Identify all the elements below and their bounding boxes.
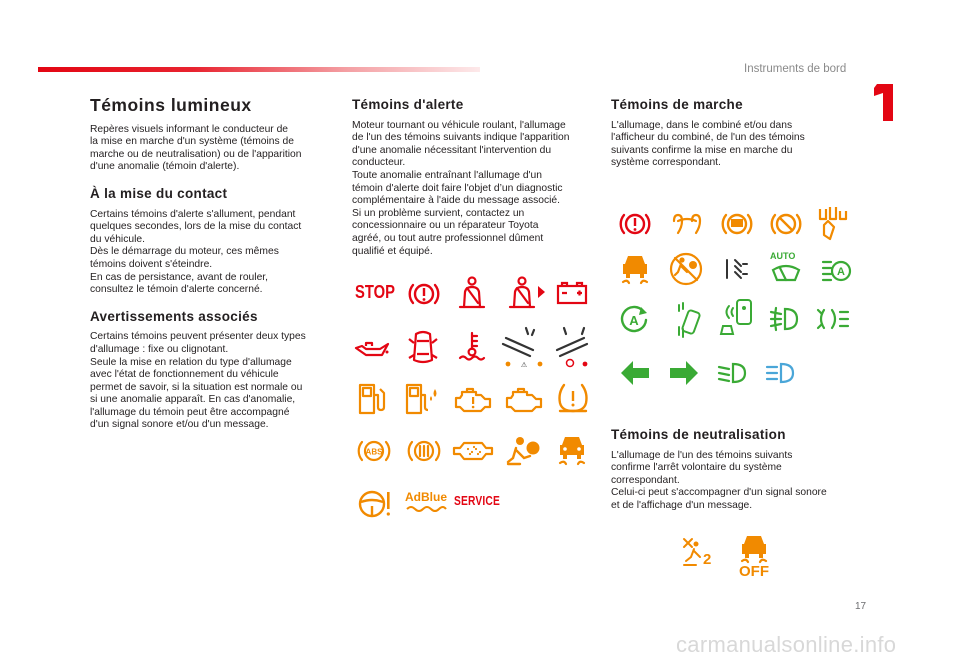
coolant-temperature-icon [458, 331, 488, 361]
auto-wiper-icon [771, 262, 801, 282]
neutral-block [611, 429, 861, 513]
section-title: Instruments de bord [744, 63, 847, 75]
airbag-two-label: 2 [703, 551, 712, 568]
park-assist-icon [719, 298, 755, 338]
battery-icon [557, 282, 587, 304]
engine-management-icon [505, 388, 543, 412]
svg-text:A: A [629, 313, 639, 328]
door-open-icon [408, 330, 438, 364]
seatbelt-icon [458, 276, 486, 308]
chapter-number [871, 84, 893, 121]
adblue-wave-icon [406, 505, 446, 513]
warnings-title: Avertissements associés [90, 308, 258, 324]
stability-off-car-icon [738, 532, 770, 562]
intro-text: Repères visuels informant le conducteur de la mise en marche d'un système (témoins de marche ou de neutralisation) ou de l'apparition d'une anomalie (témoin d'alerte). [90, 123, 302, 173]
contact-text: Certains témoins d'alerte s'allument, pendant quelques secondes, lors de la mise du contact du véhicule. Dès le démarrage du moteur, ces mêmes témoins doivent s'éteindre. En cas de persistance, avant de rouler, consultez le témoin d'alerte concerné. [90, 208, 302, 296]
neutral-text: L'allumage de l'un des témoins suivants confirme l'arrêt volontaire du système correspondant. Celui-ci peut s'accompagner d'un signal sonore et de l'affichage d'un message. [611, 449, 827, 511]
passenger-airbag-off-icon [816, 205, 848, 243]
seatbelt-passenger-icon [508, 276, 546, 308]
brake-warning-red-icon [619, 210, 651, 238]
brake-system-icon [407, 437, 441, 465]
side-lights-icon [816, 306, 850, 332]
low-fuel-icon [358, 383, 386, 415]
page-number: 17 [855, 601, 867, 612]
middle-column [352, 99, 592, 258]
adblue-icon: AdBlue [405, 490, 447, 504]
main-beam-icon [765, 361, 795, 385]
airbag-icon [506, 436, 542, 466]
marche-title: Témoins de marche [611, 97, 743, 112]
svg-text:A: A [837, 266, 845, 278]
brake-pad-wear-icon [500, 326, 548, 368]
stop-icon: STOP [355, 282, 395, 302]
alert-text: Moteur tournant ou véhicule roulant, l'allumage de l'un des témoins suivants indique l'apparition d'une anomalie nécessitant l'intervention du conducteur. Toute anomalie entraînant l'allumage d'un témoin d'alerte doit faire l'objet d’un diagnostic complémentaire à l'aide du message associé. Si un problème survient, contactez un concessionnaire ou un réparateur Toyota agréé, ou tout autre professionnel dûment qualifié et équipé. [352, 119, 570, 257]
main-title: Témoins lumineux [90, 95, 252, 115]
preheating-icon [670, 213, 704, 235]
oil-pressure-icon [354, 340, 390, 358]
abs-icon [357, 437, 391, 465]
engine-fault-icon [454, 388, 492, 412]
watermark: carmanualsonline.info [676, 632, 897, 657]
marche-text: L'allumage, dans le combiné et/ou dans l'afficheur du combiné, de l'un des témoins suivants confirme la mise en marche du système correspondant. [611, 119, 805, 169]
svg-text:⚠: ⚠ [520, 362, 528, 369]
alert-title: Témoins d'alerte [352, 97, 464, 112]
electric-parking-brake-icon [770, 210, 802, 238]
auto-wiper-label: AUTO [770, 251, 796, 261]
stability-off-icon [619, 252, 651, 286]
header-accent-bar [38, 67, 480, 72]
svg-text:ABS: ABS [365, 447, 383, 457]
stop-start-icon [619, 305, 649, 335]
adaptive-lights-icon [723, 256, 749, 282]
blind-spot-icon [675, 301, 701, 337]
neutral-title: Témoins de neutralisation [611, 427, 786, 442]
contact-title: À la mise du contact [90, 185, 228, 201]
diesel-water-icon [405, 383, 441, 415]
power-steering-icon [358, 488, 392, 520]
right-turn-icon [670, 361, 698, 385]
auto-high-beam-icon [821, 258, 851, 282]
airbag-passenger-off-icon [669, 252, 703, 286]
service-icon: SERVICE [454, 494, 500, 508]
left-turn-icon [621, 361, 649, 385]
tyre-pressure-icon [556, 381, 590, 415]
dipped-beam-icon [717, 361, 747, 385]
stability-control-icon [556, 433, 588, 467]
brake-warning-icon [408, 280, 440, 308]
fog-lights-icon [769, 306, 799, 332]
foot-on-brake-icon [721, 210, 753, 238]
parking-brake-icon [554, 326, 590, 368]
particle-filter-icon [452, 440, 494, 462]
off-label: OFF [739, 563, 769, 580]
right-column [611, 99, 861, 170]
warnings-text: Certains témoins peuvent présenter deux types d'allumage : fixe ou clignotant. Seule la mise en relation du type d'allumage avec l'état de fonctionnement du véhicule permet de savoir, si la situation est normale ou si une anomalie apparaît. En cas d'anomalie, l'allumage du témoin peut être accompagné d'un signal sonore et/ou d'un message. [90, 331, 306, 431]
left-column [90, 95, 340, 432]
